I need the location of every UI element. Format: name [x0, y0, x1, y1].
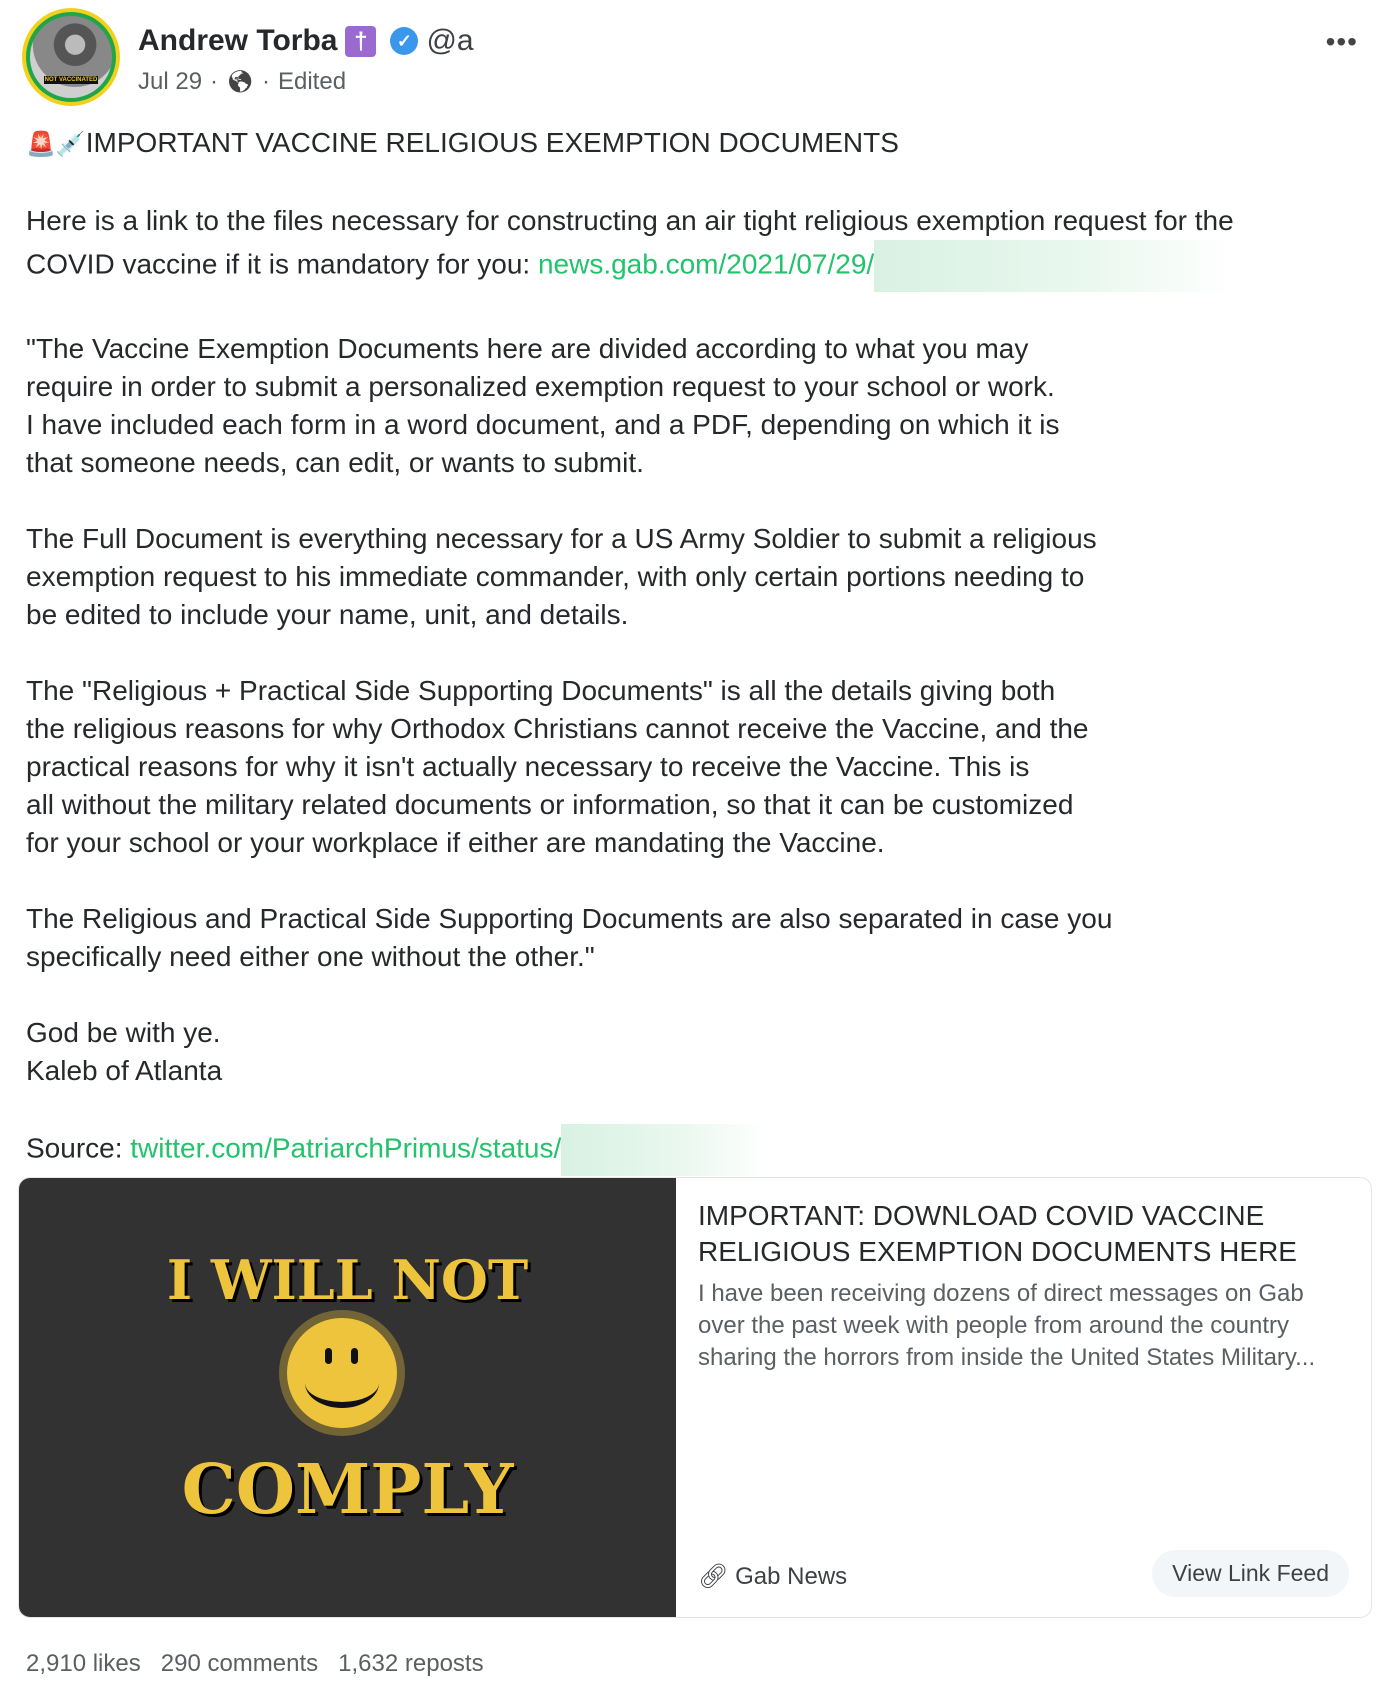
redacted-link: [561, 1124, 766, 1176]
source-link[interactable]: twitter.com/PatriarchPrimus/status/: [130, 1132, 562, 1164]
separator: ·: [261, 68, 270, 95]
card-info: [676, 1178, 1371, 1617]
alert-syringe-emoji: 🚨💉: [26, 131, 86, 158]
text-line: The "Religious + Practical Side Supporting Documents" is all the details giving both: [26, 675, 1056, 706]
card-source-name: Gab News: [735, 1563, 848, 1590]
reposts-count[interactable]: 1,632 reposts: [338, 1650, 484, 1677]
card-description: I have been receiving dozens of direct messages on Gab over the past week with people from around the country sharing the horrors from inside the United States Military...: [698, 1280, 1316, 1371]
redacted-link: [874, 240, 1234, 292]
text-line: that someone needs, can edit, or wants to submit.: [26, 447, 644, 478]
post-stats: [26, 1650, 484, 1678]
avatar-caption: NOT VACCINATED: [44, 77, 98, 83]
cross-icon: †: [345, 26, 376, 57]
text-line: all without the military related documents or information, so that it can be customized: [26, 789, 1074, 820]
globe-icon: 🌎︎: [226, 69, 254, 94]
edited-label[interactable]: Edited: [277, 68, 347, 95]
view-link-feed-button[interactable]: View Link Feed: [1152, 1550, 1349, 1597]
card-image[interactable]: [19, 1178, 676, 1617]
intro-paragraph: [26, 202, 1234, 292]
virus-smiley-icon: [287, 1318, 397, 1428]
paragraphs: [26, 330, 1234, 1090]
text-line: Kaleb of Atlanta: [26, 1055, 223, 1086]
verified-check-icon: ✓: [390, 27, 418, 55]
ellipsis-icon[interactable]: •••: [1325, 26, 1358, 57]
image-text-bottom: COMPLY: [181, 1450, 514, 1530]
text-line: be edited to include your name, unit, and details.: [26, 599, 629, 630]
avatar[interactable]: [22, 8, 120, 106]
paragraph: [26, 330, 1234, 482]
author-name[interactable]: Andrew Torba: [138, 24, 338, 57]
text-line: practical reasons for why it isn't actually necessary to receive the Vaccine. This is: [26, 751, 1030, 782]
likes-count[interactable]: 2,910 likes: [26, 1650, 141, 1677]
post-title: [26, 124, 1234, 164]
separator: ·: [210, 68, 219, 95]
card-source: [698, 1562, 847, 1591]
text-line: The Full Document is everything necessary for a US Army Soldier to submit a religious: [26, 523, 1097, 554]
post-title-text: IMPORTANT VACCINE RELIGIOUS EXEMPTION DOCUMENTS: [85, 127, 899, 158]
card-title[interactable]: IMPORTANT: DOWNLOAD COVID VACCINE RELIGIOUS EXEMPTION DOCUMENTS HERE: [698, 1200, 1297, 1267]
text-line: God be with ye.: [26, 1017, 221, 1048]
comments-count[interactable]: 290 comments: [160, 1650, 319, 1677]
text-line: Here is a link to the files necessary for constructing an air tight religious exemption request for the: [26, 205, 1234, 236]
paragraph: [26, 1014, 1234, 1090]
text-line: "The Vaccine Exemption Documents here are divided according to what you may: [26, 333, 1029, 364]
text-line: The Religious and Practical Side Supporting Documents are also separated in case you: [26, 903, 1113, 934]
source-label: Source:: [26, 1132, 131, 1164]
news-link[interactable]: news.gab.com/2021/07/29/: [537, 248, 875, 280]
source-line: [26, 1124, 1234, 1176]
avatar-photo: [30, 16, 112, 98]
text-line: for your school or your workplace if either are mandating the Vaccine.: [26, 827, 885, 858]
link-preview-card[interactable]: [18, 1177, 1372, 1618]
text-line: I have included each form in a word document, and a PDF, depending on which it is: [26, 409, 1060, 440]
text-line: COVID vaccine if it is mandatory for you:: [26, 248, 538, 280]
text-line: require in order to submit a personalized exemption request to your school or work.: [26, 371, 1055, 402]
paragraph: [26, 672, 1234, 862]
image-text-top: I WILL NOT: [166, 1248, 529, 1312]
paragraph: [26, 900, 1234, 976]
link-icon: 🔗︎: [698, 1563, 729, 1590]
text-line: exemption request to his immediate commander, with only certain portions needing to: [26, 561, 1085, 592]
author-row: [138, 24, 474, 58]
text-line: specifically need either one without the other.": [26, 941, 595, 972]
paragraph: [26, 520, 1234, 634]
post-date[interactable]: Jul 29: [138, 68, 203, 95]
author-handle[interactable]: @a: [426, 24, 474, 57]
post-body: [26, 124, 1234, 1214]
post-meta: [138, 68, 346, 96]
text-line: the religious reasons for why Orthodox Christians cannot receive the Vaccine, and the: [26, 713, 1089, 744]
